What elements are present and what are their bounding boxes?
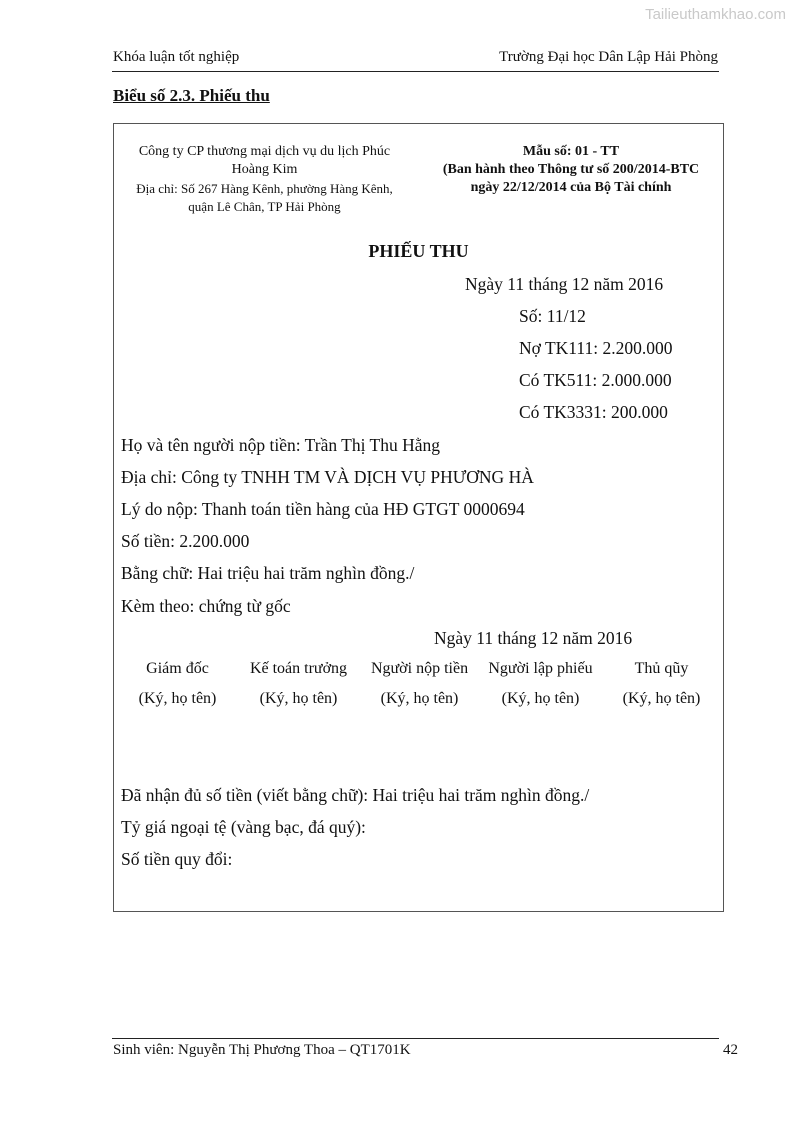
- signature-note-payer: (Ký, họ tên): [380, 690, 459, 707]
- header-thesis-label: Khóa luận tốt nghiệp: [113, 49, 240, 65]
- signature-role-payer: Người nộp tiền: [370, 660, 469, 677]
- receipt-date: Ngày 11 tháng 12 năm 2016: [465, 274, 664, 294]
- signature-role-chief-accountant: Kế toán trưởng: [249, 660, 348, 677]
- signature-note-director: (Ký, họ tên): [138, 690, 217, 707]
- company-name-line2: Hoàng Kim: [231, 162, 298, 177]
- company-address-line2: quận Lê Chân, TP Hải Phòng: [188, 199, 341, 214]
- watermark-text: Tailieuthamkhao.com: [645, 6, 786, 23]
- credit-account-2: Có TK3331: 200.000: [519, 402, 668, 422]
- signature-role-preparer: Người lập phiếu: [488, 660, 593, 677]
- received-full-amount: Đã nhận đủ số tiền (viết bằng chữ): Hai triệu hai trăm nghìn đồng./: [121, 785, 590, 805]
- page-number: 42: [723, 1042, 738, 1058]
- converted-amount: Số tiền quy đổi:: [121, 849, 233, 869]
- company-name-line1: Công ty CP thương mại dịch vụ du lịch Phúc: [138, 144, 391, 159]
- attachments: Kèm theo: chứng từ gốc: [121, 596, 291, 616]
- footer-student: Sinh viên: Nguyễn Thị Phương Thoa – QT1701K: [113, 1042, 411, 1058]
- payer-name: Họ và tên người nộp tiền: Trần Thị Thu Hằng: [121, 435, 440, 455]
- form-info: [418, 143, 724, 197]
- form-issued-line2: ngày 22/12/2014 của Bộ Tài chính: [470, 180, 672, 195]
- footer-divider: [112, 1038, 719, 1039]
- amount: Số tiền: 2.200.000: [121, 531, 250, 551]
- debit-account: Nợ TK111: 2.200.000: [519, 338, 673, 358]
- amount-in-words: Bằng chữ: Hai triệu hai trăm nghìn đồng./: [121, 563, 415, 583]
- credit-account-1: Có TK511: 2.000.000: [519, 370, 672, 390]
- signature-note-preparer: (Ký, họ tên): [501, 690, 580, 707]
- signature-role-director: Giám đốc: [146, 660, 209, 677]
- signature-date: Ngày 11 tháng 12 năm 2016: [434, 628, 633, 648]
- form-code: Mẫu số: 01 - TT: [522, 144, 620, 159]
- section-title: Biểu số 2.3. Phiếu thu: [113, 86, 270, 105]
- payer-address: Địa chỉ: Công ty TNHH TM VÀ DỊCH VỤ PHƯƠNG HÀ: [121, 467, 534, 487]
- receipt-title: PHIẾU THU: [368, 241, 469, 261]
- header-university-label: Trường Đại học Dân Lập Hải Phòng: [499, 49, 718, 65]
- form-issued-line1: (Ban hành theo Thông tư số 200/2014-BTC: [442, 162, 700, 177]
- company-info: [117, 143, 412, 215]
- signature-note-cashier: (Ký, họ tên): [622, 690, 701, 707]
- signature-role-cashier: Thủ qũy: [634, 660, 689, 677]
- company-address-line1: Địa chỉ: Số 267 Hàng Kênh, phường Hàng Kênh,: [136, 181, 393, 196]
- payment-reason: Lý do nộp: Thanh toán tiền hàng của HĐ GTGT 0000694: [121, 499, 525, 519]
- signature-note-chief-accountant: (Ký, họ tên): [259, 690, 338, 707]
- signature-roles: [117, 660, 722, 678]
- exchange-rate: Tỷ giá ngoại tệ (vàng bạc, đá quý):: [121, 817, 366, 837]
- header-divider: [112, 71, 719, 72]
- signature-notes: [117, 690, 722, 708]
- receipt-number: Số: 11/12: [519, 306, 586, 326]
